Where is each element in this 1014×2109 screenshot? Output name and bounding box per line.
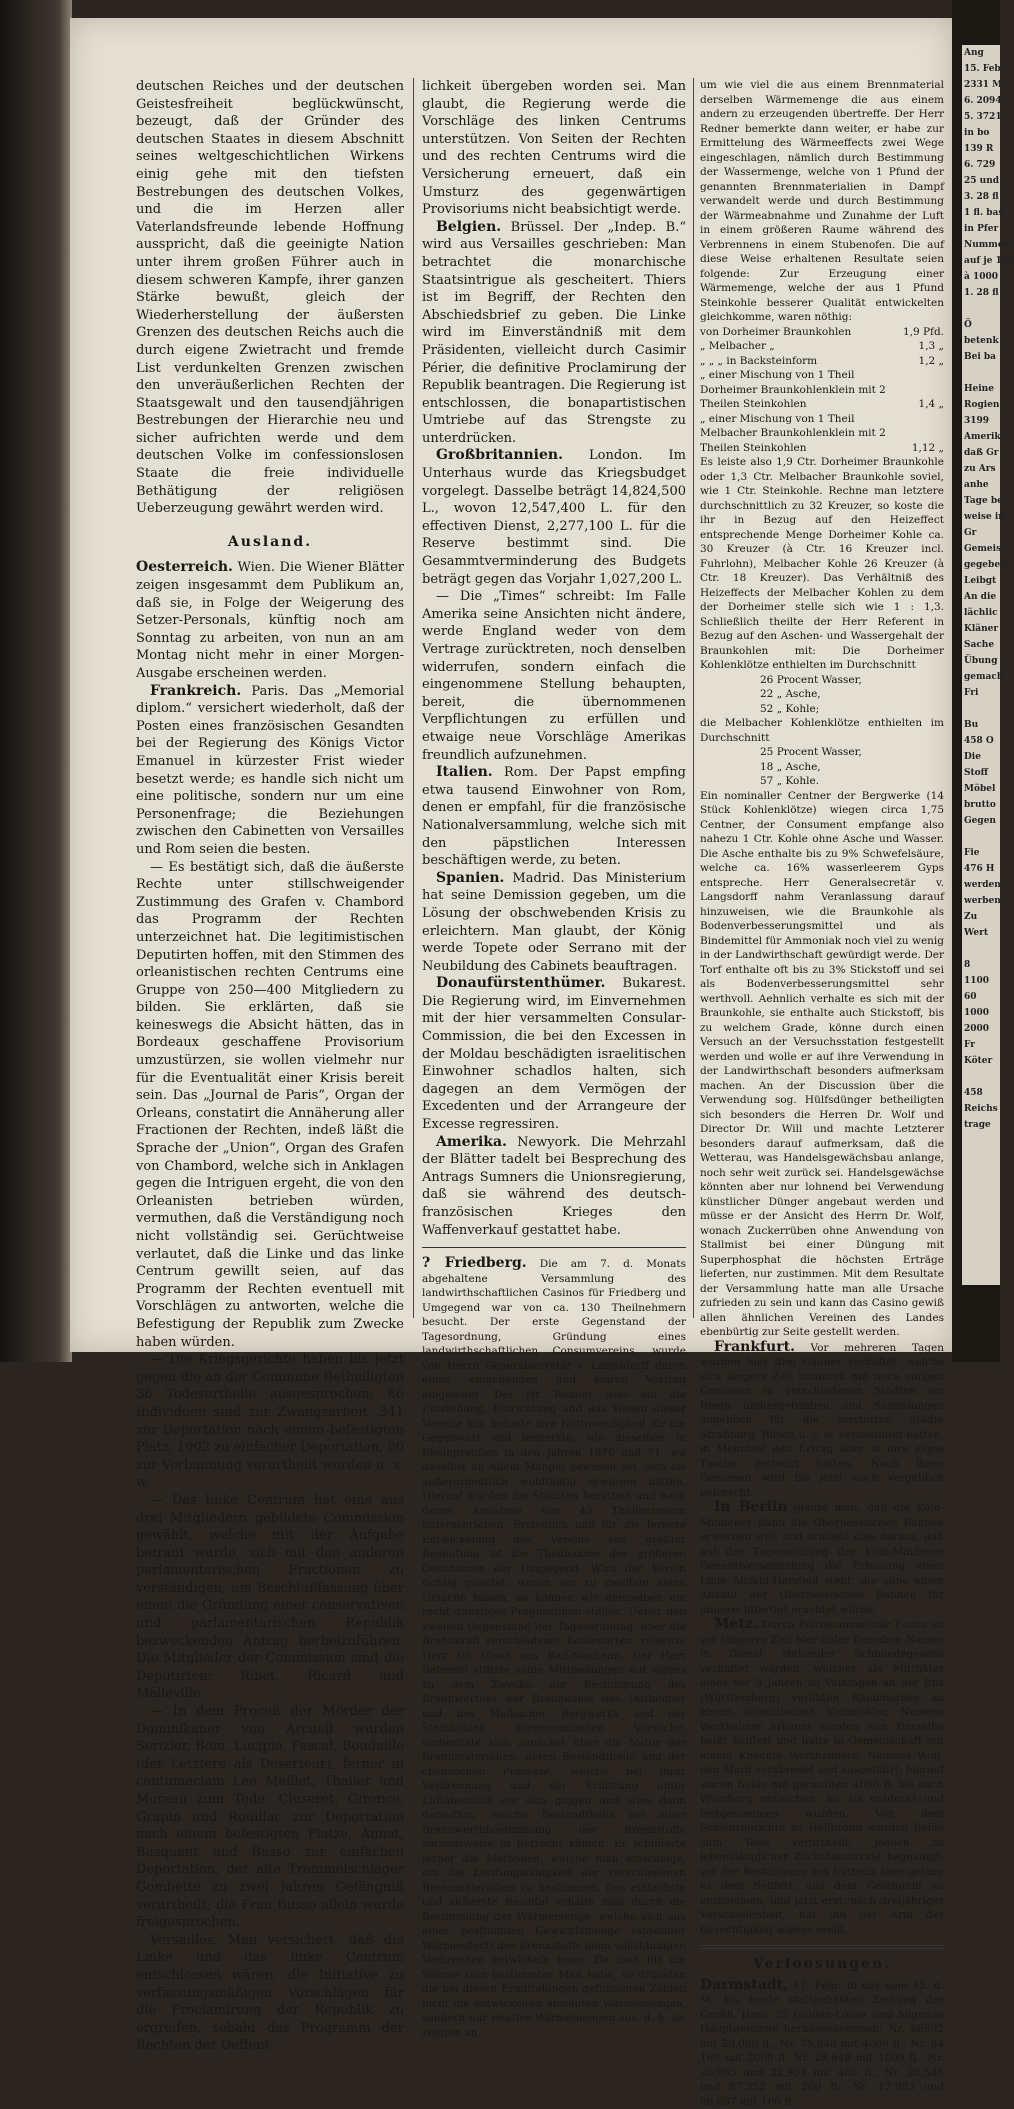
news-belgien xyxy=(422,219,686,448)
adjacent-page-line: werben xyxy=(962,893,1000,909)
table-row: „ einer Mischung von 1 Theil Dorheimer Braunkohlenklein mit 2 Theilen Steinkohlen 1,4 „ xyxy=(700,368,944,412)
article-paragraph: Es leiste also 1,9 Ctr. Dorheimer Braunkohle oder 1,3 Ctr. Melbacher Braunkohle soviel, wie 1 Ctr. Steinkohle. Rechne man letztere durchschnittlich zu 32 Kreuzer, so koste die ihr in Bezug auf den Heizeffect entsprechende Menge Dorheimer Kohle ca. 30 Kreuzer (à Ctr. 16 Kreuzer incl. Fuhrlohn), Melbacher Kohle 26 Kreuzer (à Ctr. 18 Kreuzer). Das Verhältniß des Heizeffects der Melbacher Kohlen zu dem der Dorheimer stelle sich wie 1 : 1,3. Schließlich theilte der Herr Referent in Bezug auf den Aschen- und Wassergehalt der Braunkohlen mit: Die Dorheimer Kohlenklötze enthielten im Durchschnitt xyxy=(700,455,944,673)
article-paragraph: Versailles. Man versichert, daß die Linke und das linke Centrum entschlossen wären, die Initiative zu verfassungsmäßigen Vorschlägen für die Proclamirung der Republik zu ergreifen, sobald das Programm der Rechten der Oeffent- xyxy=(136,1932,404,2055)
news-text: Durch Polizeicommissär Fuchs ist vor längerer Zeit hier unter fremdem Namen in Dienst stehender Schmiedegeselle verhaftet worden, welcher als Mitthäter eines vor 3 Jahren zu Vaihingen an der Enz (Württemberg) verübten Raubmordes an einem israelitischen Viehmakler, Namens Wertheimer erkannt worden war. Derselbe heißt Seiffert und hatte in Gemeinschaft mit einem Knechte Wertheimers, Namens Wolf, den Mord verabredet und ausgeführt; hierauf waren beide mit geraubten 4000 fl. bis nach Würzburg entwichen, wo sie entdeckt und festgenommen wurden. Von dem Schwurgerichte zu Heilbronn wurden Beide zum Tode verurtheilt, jedoch zu lebenslänglicher Zuchthausstrafe begnadigt; vor der Bestätigung des Urtheils aber gelang es dem Seiffert, aus dem Gefängniß zu entkommen, und jetzt erst, nach dreijähriger Verschollenheit, hat ihn der Arm der Gerechtigkeit wieder ereilt. xyxy=(700,1619,944,1936)
newspaper-page xyxy=(70,18,952,1352)
adjacent-page-fragment xyxy=(962,45,1000,1285)
column-2 xyxy=(422,78,686,2040)
adjacent-page-line: daß Gr xyxy=(962,445,1000,461)
adjacent-page-line: 2331 M xyxy=(962,77,1000,93)
country-heading: Belgien. xyxy=(436,219,501,235)
news-text: Brüssel. Der „Indep. B.“ wird aus Versailles geschrieben: Man betrachtet die monarchische Staatsintrigue als gescheitert. Thiers ist im Begriff, der Rechten den Abschiedsbrief zu geben. Die Linke wird im Einverständniß mit dem Präsidenten, vielleicht durch Casimir Périer, die definitive Proclamirung der Republik beantragen. Die Regierung ist entschlossen, die bonapartistischen Umtriebe auf das Strengste zu unterdrücken. xyxy=(422,220,686,446)
adjacent-page-line: 6. 729 xyxy=(962,157,1000,173)
adjacent-page-line xyxy=(962,941,1000,957)
adjacent-page-line: 458 O xyxy=(962,733,1000,749)
adjacent-page-line: Ö xyxy=(962,317,1000,333)
news-darmstadt xyxy=(700,1978,944,2109)
news-text: glaubt man, daß die Köln-Mindener Bahn die Oberhessischen Bahnen erwerben will, und schließt dies daraus, daß auf der Tagesordnung der Köln-Mindener Generalversammlung die Erbauung einer Linie Alsfeld-Hersfeld steht, die ohne einen Ankauf der Oberhessischen Bahnen für ungerechtfertigt erachtet würde. xyxy=(700,1502,944,1616)
adjacent-page-line: 1 fl. bas xyxy=(962,205,1000,221)
local-heading: Darmstadt, xyxy=(700,1977,788,1993)
adjacent-page-line: 458 xyxy=(962,1085,1000,1101)
adjacent-page-line: brutto xyxy=(962,797,1000,813)
adjacent-page-line: anhe xyxy=(962,477,1000,493)
composition-row: 22 „ Asche, xyxy=(700,687,944,702)
news-frankreich xyxy=(136,683,404,859)
adjacent-page-line xyxy=(962,365,1000,381)
article-paragraph: — Das linke Centrum hat eine aus drei Mitgliedern gebildete Commission gewählt, welche mit der Aufgabe betraut wurde, sich mit den anderen parlamentarischen Fractionen zu verständigen, um Beschlußfassung über einen die Gründung einer conservativen und parlamentarischen Republik bezweckenden Antrag herbeizuführen. Die Mitglieder der Commission sind die Deputirten: Ribet, Ricard und Malleville. xyxy=(136,1492,404,1703)
section-divider xyxy=(700,1945,944,1949)
column-rule xyxy=(413,78,414,1318)
adjacent-page-line: gegeben xyxy=(962,557,1000,573)
article-paragraph: um wie viel die aus einem Brennmaterial derselben Wärmemenge die aus einem andern zu erzeugenden übertreffe. Der Herr Redner bemerkte dann weiter, er habe zur Ermittelung des Wärmeeffects zwei Wege eingeschlagen, nämlich durch Bestimmung der Wassermenge, welche von 1 Pfund der genannten Brennmaterialien in Dampf verwandelt werde und durch Bestimmung der Wärmeabnahme und Zunahme der Luft in einem größeren Raume während des Verbrennens in einem Stubenofen. Die auf diese Weise erhaltenen Resultate seien folgende: Zur Erzeugung einer Wärmemenge, welche der aus 1 Pfund Steinkohle besserer Qualität entwickelten gleichkomme, waren nöthig: xyxy=(700,78,944,325)
adjacent-page-line: Ang xyxy=(962,45,1000,61)
adjacent-page-line: weise in xyxy=(962,509,1000,525)
adjacent-page-line xyxy=(962,301,1000,317)
adjacent-page-line: Amerik xyxy=(962,429,1000,445)
news-text: Rom. Der Papst empfing etwa tausend Einwohner von Rom, denen er empfahl, für die französische Nationalversammlung, welche sich mit den päpstlichen Interessen beschäftigen werde, zu beten. xyxy=(422,765,686,868)
country-heading: Amerika. xyxy=(436,1134,507,1150)
adjacent-page-line: 2000 xyxy=(962,1021,1000,1037)
adjacent-page-line: 139 R xyxy=(962,141,1000,157)
news-text: Paris. Das „Memorial diplom.“ versichert wiederholt, daß der Posten eines französischen Gesandten bei der Regierung des Königs Victor Emanuel in kürzester Frist wieder besetzt werde; es handle sich nicht um eine politische, sondern nur um eine Personenfrage; die Beziehungen zwischen den Cabinetten von Versailles und Rom seien die besten. xyxy=(136,684,404,857)
country-heading: Spanien. xyxy=(436,870,504,886)
table-row: „ „ „ in Backsteinform 1,2 „ xyxy=(700,354,944,369)
adjacent-page-line: betenk xyxy=(962,333,1000,349)
adjacent-page-line: 5. 3721 xyxy=(962,109,1000,125)
country-heading: Großbritannien. xyxy=(436,447,563,463)
adjacent-page-line: 25 und xyxy=(962,173,1000,189)
article-paragraph: — Es bestätigt sich, daß die äußerste Rechte unter stillschweigender Zustimmung des Grafen v. Chambord das Programm der Rechten unterzeichnet hat. Die legitimistischen Deputirten hoffen, mit den Stimmen des orleanistischen rechten Centrums eine Gruppe von 250—400 Mitgliedern zu bilden. Sie erklärten, daß sie keineswegs die Absicht hätten, das in Bordeaux geschaffene Provisorium umzustürzen, sie wollen vielmehr nur für die Eventualität einer Krisis bereit sein. Das „Journal de Paris“, Organ der Orleans, constatirt die Annäherung aller Fractionen der Rechten, indeß läßt die Sprache der „Union“, Organ des Grafen von Chambord, welche sich in Anklagen gegen die Intriguen ergeht, die von den Orleanisten betrieben würden, vermuthen, daß die Verständigung noch nicht vollständig sei. Gerüchtweise verlautet, daß die Linke und das linke Centrum gewillt seien, auf das Programm der Rechten eventuell mit Vorschlägen zu antworten, welche die Befestigung der Republik zum Zwecke haben würden. xyxy=(136,859,404,1352)
news-text: Die am 7. d. Monats abgehaltene Versammlung des landwirthschaftlichen Casinos für Friedberg und Umgegend war von ca. 130 Theilnehmern besucht. Der erste Gegenstand der Tagesordnung, Gründung eines landwirthschaftlichen Consumvereins, wurde von Herrn Generalsecretär v. Langsdorff durch einen eingehenden und klaren Vortrag eingeleitet. Der Hr. Redner wies auf die Entstehung, Einrichtung und das Wesen dieser Vereine hin, betonte ihre Nothwendigkeit für die Gegenwart und bemerkte, wie dieselben in Rheinpreußen in den Jahren 1870 und 71, wo daselbst an Allem Mangel gewesen sei, sich als außerordentlich wohlthätig erwiesen hätten. Hierauf wurden die Statuten berathen und nach deren Annahme von 43 Theilnehmern unterschrieben. Ersteulich und für die fernere Entwickelung des Vereins von größter Bedeutung ist die Theilnahme der größeren Oeconomen der Umgegend. Wird der Verein richtig geleitet, woran wir zu zweifeln keine Ursache haben, so können wir demselben ein recht günstiges Prognostikon stellen. Ueber den zweiten Gegenstand der Tagesordnung, über die Brennkraft verschiedener Kohlenarten, referirte Herr Dr. Ulsoh aus Bad-Nauheim. Der Herr Referent stützte seine Mittheilungen auf eigens zu dem Zwecke der Bestimmung des Brennwerthes der Braunkohle des Dorheimer und des Melbacher Bergwerks und der Steinkohlen vorgenommenen Versuche, verbreitete sich zunächst über die Natur der Brennmaterialien, deren Bestandtheile und der chemischen Prozesse, welche bei ihrer Verbrennung und der Erhitzung unter Luftabschluß vor sich gingen und wies dann daraufhin, welche Bestandtheile bei einer Brennwerthbestimmung der Brennstoffe vorzugsweise in Betracht kämen. Er schilderte ferner die Methoden, welche man einschlage, um die Leistungsfähigkeit der verschiedenen Brennmaterialien zu bestimmen. Das einfachste und sicherste Resultat erhalte man durch die Bestimmung der Wärmemenge, welche sich aus einer bestimmten Gewichtsmenge (absoluter Wärmeeffect) des Brennstoffs beim vollständigen Verbrennen entwickeln lasse. Da man für die Wärme kein bestimmtes Maß habe, so drückten die bei diesen Ermittelungen gefundenen Zahlen nicht die entwickelten absoluten Wärmemengen, sondern nur relative Wärmemengen aus, d. h. sie zeigten an, xyxy=(422,1258,686,2039)
adjacent-page-line: Zu xyxy=(962,909,1000,925)
adjacent-page-line: zu Ars xyxy=(962,461,1000,477)
adjacent-page-line: Übung xyxy=(962,653,1000,669)
composition-row: 25 Procent Wasser, xyxy=(700,745,944,760)
adjacent-page-line: Gr xyxy=(962,525,1000,541)
country-heading: Donaufürstenthümer. xyxy=(436,975,605,991)
adjacent-page-line: Bu xyxy=(962,717,1000,733)
fuel-table xyxy=(700,325,944,456)
news-friedberg xyxy=(422,1256,686,2040)
article-paragraph: — In dem Proceß der Mörder der Dominikaner von Arcueil wurden Serizier, Boin, Lucipia, Pascal, Boudaille (der Letztere als Deserteur), ferner in contumaciam Léo Meillet, Thaller und Moreau zum Tode, Cluseret, Gironce, Grapin und Rouillac zur Deportation nach einem befestigten Platze, Annat, Busquant und Busso zur einfachen Deportation, der alte Trommelschläger Gombette zu zwei Jahren Gefängniß verurtheilt; die Frau Busso allein wurde freigesprochen. xyxy=(136,1703,404,1932)
adjacent-page-line: Heine xyxy=(962,381,1000,397)
adjacent-page-line: lächlic xyxy=(962,605,1000,621)
adjacent-page-line: Möbel xyxy=(962,781,1000,797)
local-heading: Metz. xyxy=(714,1616,758,1632)
news-oesterreich xyxy=(136,559,404,682)
news-berlin xyxy=(700,1500,944,1617)
local-heading: ? Friedberg. xyxy=(422,1255,527,1271)
adjacent-page-line: Fri xyxy=(962,685,1000,701)
adjacent-page-line: Bei ba xyxy=(962,349,1000,365)
adjacent-page-line: Fr xyxy=(962,1037,1000,1053)
news-frankfurt xyxy=(700,1340,944,1501)
adjacent-page-line: Rogien xyxy=(962,397,1000,413)
adjacent-page-line: 1000 xyxy=(962,1005,1000,1021)
composition-row: 26 Procent Wasser, xyxy=(700,673,944,688)
adjacent-page-line xyxy=(962,1069,1000,1085)
adjacent-page-line: Kläner xyxy=(962,621,1000,637)
section-title-verloosungen: Verloosungen. xyxy=(700,1957,944,1972)
adjacent-page-line: 3199 xyxy=(962,413,1000,429)
column-rule xyxy=(693,78,694,1318)
news-text: Newyork. Die Mehrzahl der Blätter tadelt bei Besprechung des Antrags Sumners die Unionsregierung, daß sie während des deutsch-französischen Krieges den Waffenverkauf gestattet habe. xyxy=(422,1135,686,1238)
table-row: „ Melbacher „ 1,3 „ xyxy=(700,339,944,354)
adjacent-page-line xyxy=(962,829,1000,845)
adjacent-page-line: auf je 100 xyxy=(962,253,1000,269)
adjacent-page-line: Gegen xyxy=(962,813,1000,829)
adjacent-page-line: Reichs xyxy=(962,1101,1000,1117)
composition-row: 57 „ Kohle. xyxy=(700,774,944,789)
adjacent-page-line: Sache xyxy=(962,637,1000,653)
adjacent-page-line: à 1000 xyxy=(962,269,1000,285)
news-text: Bukarest. Die Regierung wird, im Einvernehmen mit der hier versammelten Consular-Commission, die bei den Excessen in der Moldau beschädigten israelitischen Einwohner schadlos halten, sich dagegen an dem Vermögen der Excedenten und der Arrangeure der Excesse regressiren. xyxy=(422,976,686,1132)
article-paragraph: lichkeit übergeben worden sei. Man glaubt, die Regierung werde die Vorschläge des linken Centrums unterstützen. Von Seiten der Rechten und des rechten Centrums wird die Versicherung erneuert, daß ein Umsturz des gegenwärtigen Provisoriums nicht beabsichtigt werde. xyxy=(422,78,686,219)
adjacent-page-line: in bo xyxy=(962,125,1000,141)
adjacent-page-line: in Pfer xyxy=(962,221,1000,237)
adjacent-page-line xyxy=(962,701,1000,717)
news-italien xyxy=(422,764,686,870)
news-metz xyxy=(700,1617,944,1937)
section-divider xyxy=(422,1247,686,1248)
article-paragraph: — Die „Times“ schreibt: Im Falle Amerika seine Ansichten nicht ändere, werde England weder von dem Vertrage zurücktreten, noch denselben widerrufen, sondern einfach die eingenommene Stellung behaupten, bereit, die übernommenen Verpflichtungen zu erfüllen und etwaige neue Vorschläge Amerikas freundlich aufzunehmen. xyxy=(422,588,686,764)
country-heading: Frankreich. xyxy=(150,683,241,699)
column-3 xyxy=(700,78,944,2109)
adjacent-page-line: Fie xyxy=(962,845,1000,861)
country-heading: Italien. xyxy=(436,764,493,780)
adjacent-page-line: Köter xyxy=(962,1053,1000,1069)
composition-row: 52 „ Kohle; xyxy=(700,702,944,717)
news-spanien xyxy=(422,870,686,976)
news-grossbritannien xyxy=(422,447,686,588)
news-text: 17. Febr. In der vom 15. d. M. bis heute stattgehabten Ziehung der Großh. Hess. 25 Gulden-Loose sind folgende Hauptgewinne herausgekommen: Nr. 66502 mit 20,000 fl., Nr. 75,848 mit 4000 fl., Nr. 84 169 mit 2000 fl. Nr. 28,648 mit 1000 fl., Nr. 20,965 und 22,931 mit 400 fl., Nr. 28,546 und 87,352 mit 200 fl., Nr. 17,983 und 86,037 mit 100 fl. xyxy=(700,1980,944,2108)
composition-row: 18 „ Asche, xyxy=(700,760,944,775)
news-amerika xyxy=(422,1134,686,1240)
adjacent-page-line: 1100 xyxy=(962,973,1000,989)
article-paragraph: die Melbacher Kohlenklötze enthielten im Durchschnitt xyxy=(700,716,944,745)
news-text: London. Im Unterhaus wurde das Kriegsbudget vorgelegt. Dasselbe beträgt 14,824,500 L., wovon 12,547,400 L. für den effectiven Dienst, 2,277,100 L. für die Reserve bestimmt sind. Die Gesammtverminderung des Budgets beträgt gegen das Vorjahr 1,027,200 L. xyxy=(422,448,686,586)
local-heading: Frankfurt. xyxy=(714,1339,795,1355)
adjacent-page-line: gemach xyxy=(962,669,1000,685)
adjacent-page-line: Nummer xyxy=(962,237,1000,253)
adjacent-page-line: An die xyxy=(962,589,1000,605)
adjacent-page-line: Gemeis xyxy=(962,541,1000,557)
table-row: von Dorheimer Braunkohlen 1,9 Pfd. xyxy=(700,325,944,340)
adjacent-page-line: 8 xyxy=(962,957,1000,973)
adjacent-page-line: 15. Febr xyxy=(962,61,1000,77)
article-paragraph: deutschen Reiches und der deutschen Geistesfreiheit beglückwünscht, bezeugt, daß der Gründer des deutschen Staates in diesem Abschnitt seines weltgeschichtlichen Wirkens einig gehe mit den tiefsten Bestrebungen des deutschen Volkes, und die im Herzen aller Vaterlandsfreunde lebende Hoffnung ausspricht, daß die geeinigte Nation unter ihrem großen Führer auch in diesem schweren Kampfe, ihrer ganzen Stärke bewußt, gleich der Wiederherstellung der äußersten Grenzen des deutschen Reichs auch die durch eigene Zwietracht und fremde List verdunkelten Grenzen zwischen den unveräußerlichen Rechten der Staatsgewalt und den tausendjährigen Bestrebungen der Hierarchie neu und sicher aufrichten werde und dem deutschen Volke im confessionslosen Staate die freie individuelle Bethätigung der religiösen Ueberzeugung gewährt werden wird. xyxy=(136,78,404,518)
news-donaufuerstenthuemer xyxy=(422,975,686,1133)
news-text: Wien. Die Wiener Blätter zeigen insgesammt dem Publikum an, daß sie, in Folge der Weigerung des Setzer-Personals, künftig noch am Sonntag zu arbeiten, von nun an am Montag nicht mehr in einer Morgen-Ausgabe erscheinen werden. xyxy=(136,560,404,681)
adjacent-page-line: trage xyxy=(962,1117,1000,1133)
adjacent-page-line: 3. 28 fl xyxy=(962,189,1000,205)
column-1 xyxy=(136,78,404,2055)
adjacent-page-line: 6. 2094 xyxy=(962,93,1000,109)
adjacent-page-line: werden xyxy=(962,877,1000,893)
news-text: Madrid. Das Ministerium hat seine Demission gegeben, um die Lösung der obschwebenden Krisis zu erleichtern. Man glaubt, der König werde Topete oder Serrano mit der Neubildung des Cabinets beauftragen. xyxy=(422,871,686,974)
adjacent-page-line: Tage be xyxy=(962,493,1000,509)
adjacent-page-line: Leibgt xyxy=(962,573,1000,589)
adjacent-page-line: Stoff xyxy=(962,765,1000,781)
adjacent-page-line: 476 H xyxy=(962,861,1000,877)
adjacent-page-line: Wert xyxy=(962,925,1000,941)
country-heading: Oesterreich. xyxy=(136,559,233,575)
adjacent-page-line: 1. 28 fl xyxy=(962,285,1000,301)
article-paragraph: Ein nominaller Centner der Bergwerke (14 Stück Kohlenklötze) wiegen circa 1,75 Centner, der Consument empfange also nahezu 1 Ctr. Kohle ohne Asche und Wasser. Die Asche enthalte bis zu 9% Schwefelsäure, welche ca. 16% wasserleerem Gyps entspreche. Herr Generalsecretär v. Langsdorff nahm Veranlassung darauf hinzuweisen, wie die Braunkohle als Bodenverbesserungsmittel und als Bindemittel für Ammoniak noch viel zu wenig in der Landwirthschaft gewürdigt werde. Der Torf enthalte oft bis zu 3% Stickstoff und sei als Bodenverbesserungsmittel sehr werthvoll. Aehnlich verhalte es sich mit der Braunkohle, sie enthalte auch Stickstoff, bis zu welchem Grade, könne durch einen Versuch an der Versuchsstation festgestellt werden und wolle er auf ihre Verwendung in der Landwirthschaft besonders aufmerksam machen. An der Discussion über die Verwendung sog. Hülfsdünger betheiligten sich besonders die Herren Dr. Wolf und Director Dr. Will und machte Letzterer besonders darauf aufmerksam, daß die Wetterau, was Handelsgewächsbau anlange, noch sehr weit zurück sei. Handelsgewächse könnten aber nur lohnend bei Verwendung künstlicher Dünger angebaut werden und müsse er der Ansicht des Herrn Dr. Wolf, wonach Zuckerrüben ohne Anwendung von Stallmist bei einer Düngung mit Superphosphat die höchsten Erträge lieferten, nur zustimmen. Mit dem Resultate der Versammlung hatte man alle Ursache zufrieden zu sein und kann das Casino gewiß allen ähnlichen Vereinen des Landes ebenbürtig zur Seite gestellt werden. xyxy=(700,789,944,1340)
article-paragraph: — Die Kriegsgerichte haben bis jetzt gegen die an der Commune Betheiligten 36 Todesurtheile ausgesprochen; 86 Individuen sind zur Zwangsarbeit, 341 zur Deportation nach einem befestigten Platz, 1002 zu einfacher Deportation, 80 zur Verbannung verurtheilt worden u. s. w. xyxy=(136,1351,404,1492)
table-row: „ einer Mischung von 1 Theil Melbacher Braunkohlenklein mit 2 Theilen Steinkohlen 1,12 „ xyxy=(700,412,944,456)
adjacent-page-line: Die xyxy=(962,749,1000,765)
section-title-ausland: Ausland. xyxy=(136,534,404,552)
local-heading: In Berlin xyxy=(714,1499,788,1515)
news-text: Vor mehreren Tagen wurden hier drei Gauner verhaftet, welche sich längere Zeit hindurch mit noch einigen Genossen in verschiedenen Städten am Rhein umhergetrieben und Sammlungen angeblich für die zerstörten Städte Straßburg, Bitsch u. s. w. veranstaltet hatten, in Mehrheit den Ertrag aber in ihre eigne Tasche gesteckt hatten. Nach ihren Genossen wird bis jetzt noch vergeblich geforscht. xyxy=(700,1342,944,1499)
adjacent-page-line: 60 xyxy=(962,989,1000,1005)
